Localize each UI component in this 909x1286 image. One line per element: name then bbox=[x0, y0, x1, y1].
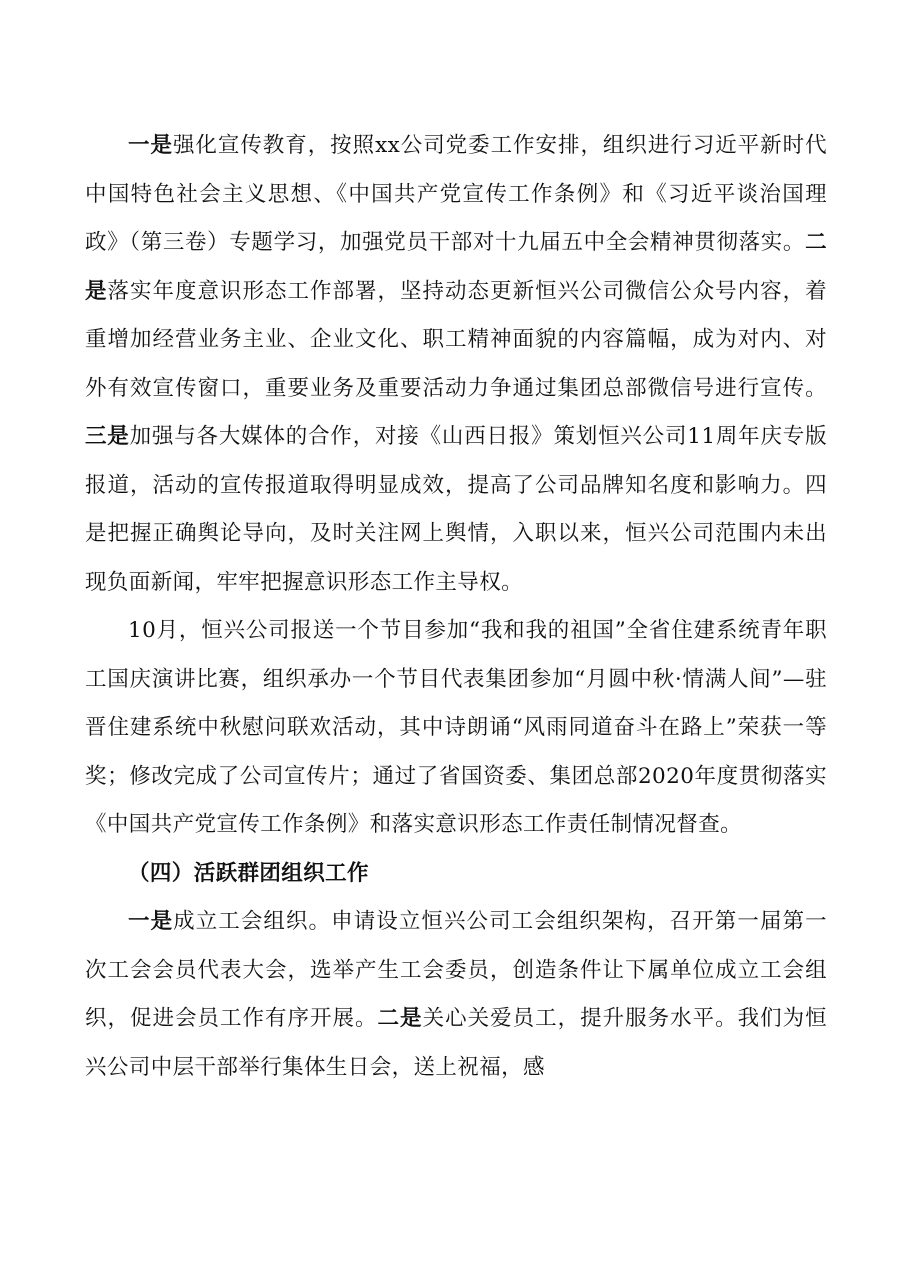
text-third: 加强与各大媒体的合作，对接《山西日报》策划恒兴公司11周年庆专版报道，活动的宣传报道取得明显成效，提高了公司品牌知名度和影响力。四是把握正确舆论导向，及时关注网上舆情，入职以来，恒兴公司范围内未出现负面新闻，牢牢把握意识形态工作主导权。 bbox=[85, 424, 827, 595]
text-first: 强化宣传教育，按照xx公司党委工作安排，组织进行习近平新时代中国特色社会主义思想、《中国共产党宣传工作条例》和《习近平谈治国理政》（第三卷）专题学习，加强党员干部对十九届五中全会精神贯彻落实。 bbox=[85, 133, 827, 255]
text-october: 10月，恒兴公司报送一个节目参加“我和我的祖国”全省住建系统青年职工国庆演讲比赛，组织承办一个节目代表集团参加“月圆中秋·情满人间”—驻晋住建系统中秋慰问联欢活动，其中诗朗诵“风雨同道奋斗在路上”荣获一等奖；修改完成了公司宣传片；通过了省国资委、集团总部2020年度贯彻落实《中国共产党宣传工作条例》和落实意识形态工作责任制情况督查。 bbox=[85, 618, 827, 837]
paragraph-october bbox=[85, 607, 827, 850]
label-second: 二是 bbox=[85, 230, 827, 304]
label-third: 三是 bbox=[85, 424, 130, 449]
section-heading bbox=[85, 850, 827, 899]
text-union-second: 关心关爱员工，提升服务水平。我们为恒兴公司中层干部举行集体生日会，送上祝福，感 bbox=[85, 1006, 828, 1080]
label-union-second: 二是 bbox=[377, 1006, 423, 1031]
text-second: 落实年度意识形态工作部署，坚持动态更新恒兴公司微信公众号内容，着重增加经营业务主业、企业文化、职工精神面貌的内容篇幅，成为对内、对外有效宣传窗口，重要业务及重要活动力争通过集团总部微信号进行宣传。 bbox=[85, 278, 827, 401]
label-union-first: 一是 bbox=[128, 909, 174, 934]
section-heading-text: （四）活跃群团组织工作 bbox=[128, 860, 369, 886]
text-union-first: 成立工会组织。申请设立恒兴公司工会组织架构，召开第一届第一次工会会员代表大会，选举产生工会委员，创造条件让下属单位成立工会组织，促进会员工作有序开展。 bbox=[85, 909, 827, 1031]
paragraph-union bbox=[85, 898, 827, 1092]
document-page bbox=[85, 122, 827, 1092]
paragraph-publicity bbox=[85, 122, 827, 607]
label-first: 一是 bbox=[128, 133, 173, 158]
